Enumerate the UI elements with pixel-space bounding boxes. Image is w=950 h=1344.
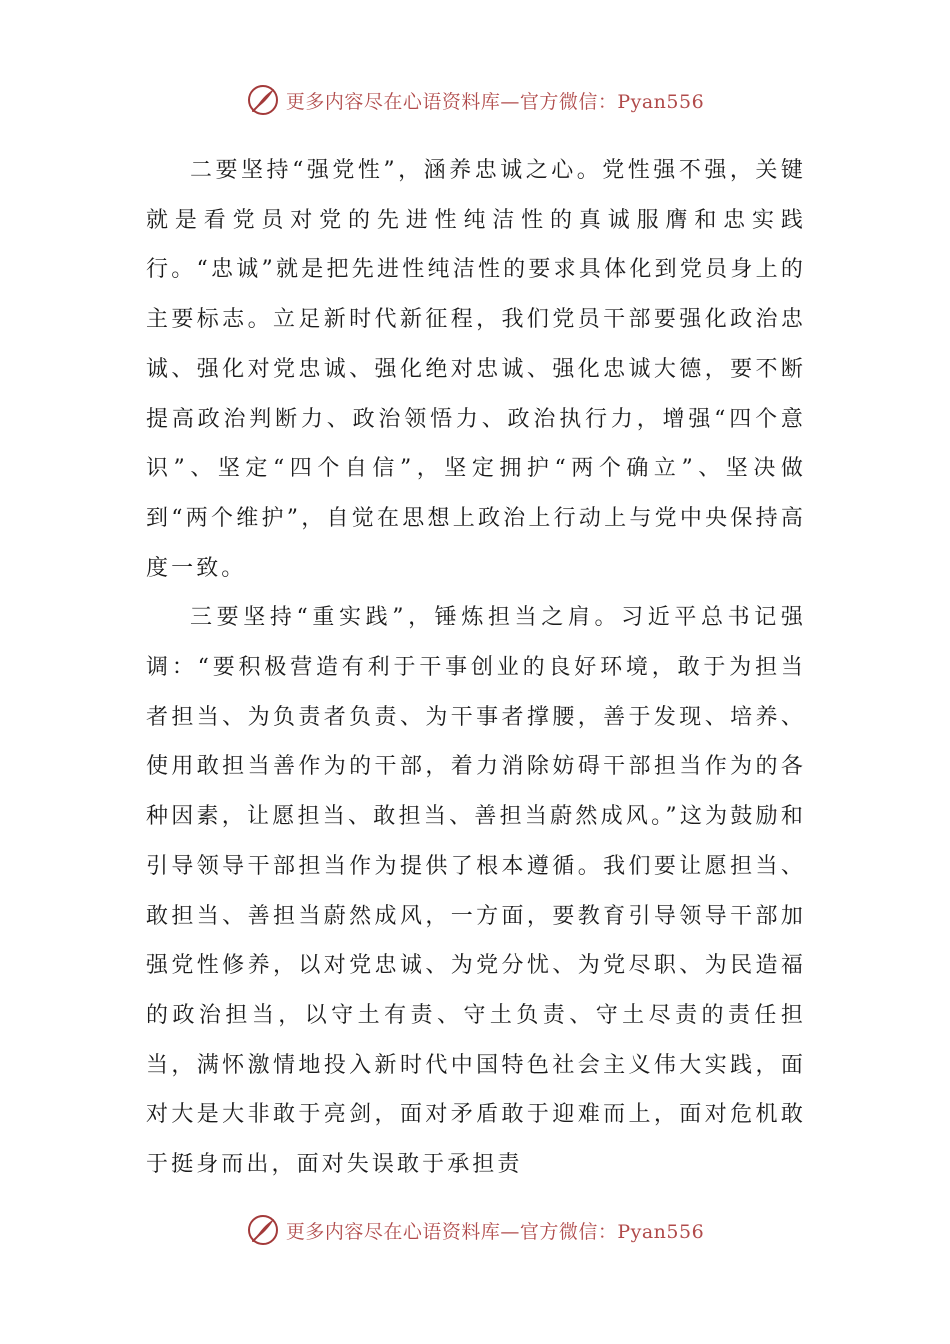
- paragraph-practice: 三要坚持“重实践”，锤炼担当之肩。习近平总书记强调：“要积极营造有利于干事创业的良好环境，敢于为担当者担当、为负责者负责、为干事者撑腰，善于发现、培养、使用敢担当善作为的干部，着力消除妨碍干部担当作为的各种因素，让愿担当、敢担当、善担当蔚然成风。”这为鼓励和引导领导干部担当作为提供了根本遵循。我们要让愿担当、敢担当、善担当蔚然成风，一方面，要教育引导领导干部加强党性修养，以对党忠诚、为党分忧、为党尽职、为民造福的政治担当，以守土有责、守土负责、守土尽责的责任担当，满怀激情地投入新时代中国特色社会主义伟大实践，面对大是大非敢于亮剑，面对矛盾敢于迎难而上，面对危机敢于挺身而出，面对失误敢于承担责: [146, 605, 806, 1178]
- paragraph-party-spirit: 二要坚持“强党性”，涵养忠诚之心。党性强不强，关键就是看党员对党的先进性纯洁性的真诚服膺和忠实践行。“忠诚”就是把先进性纯洁性的要求具体化到党员身上的主要标志。立足新时代新征程，我们党员干部要强化政治忠诚、强化对党忠诚、强化绝对忠诚、强化忠诚大德，要不断提高政治判断力、政治领悟力、政治执行力，增强“四个意识”、坚定“四个自信”，坚定拥护“两个确立”、坚决做到“两个维护”，自觉在思想上政治上行动上与党中央保持高度一致。: [146, 158, 806, 581]
- footer-banner-text: 更多内容尽在心语资料库—官方微信：Pyan556: [285, 1220, 705, 1243]
- document-body: [146, 146, 806, 1190]
- quill-logo-icon: [246, 83, 280, 117]
- quill-logo-icon: [246, 1213, 280, 1247]
- header-banner: [0, 80, 950, 120]
- footer-banner: [0, 1210, 950, 1250]
- header-banner-text: 更多内容尽在心语资料库—官方微信：Pyan556: [285, 90, 705, 113]
